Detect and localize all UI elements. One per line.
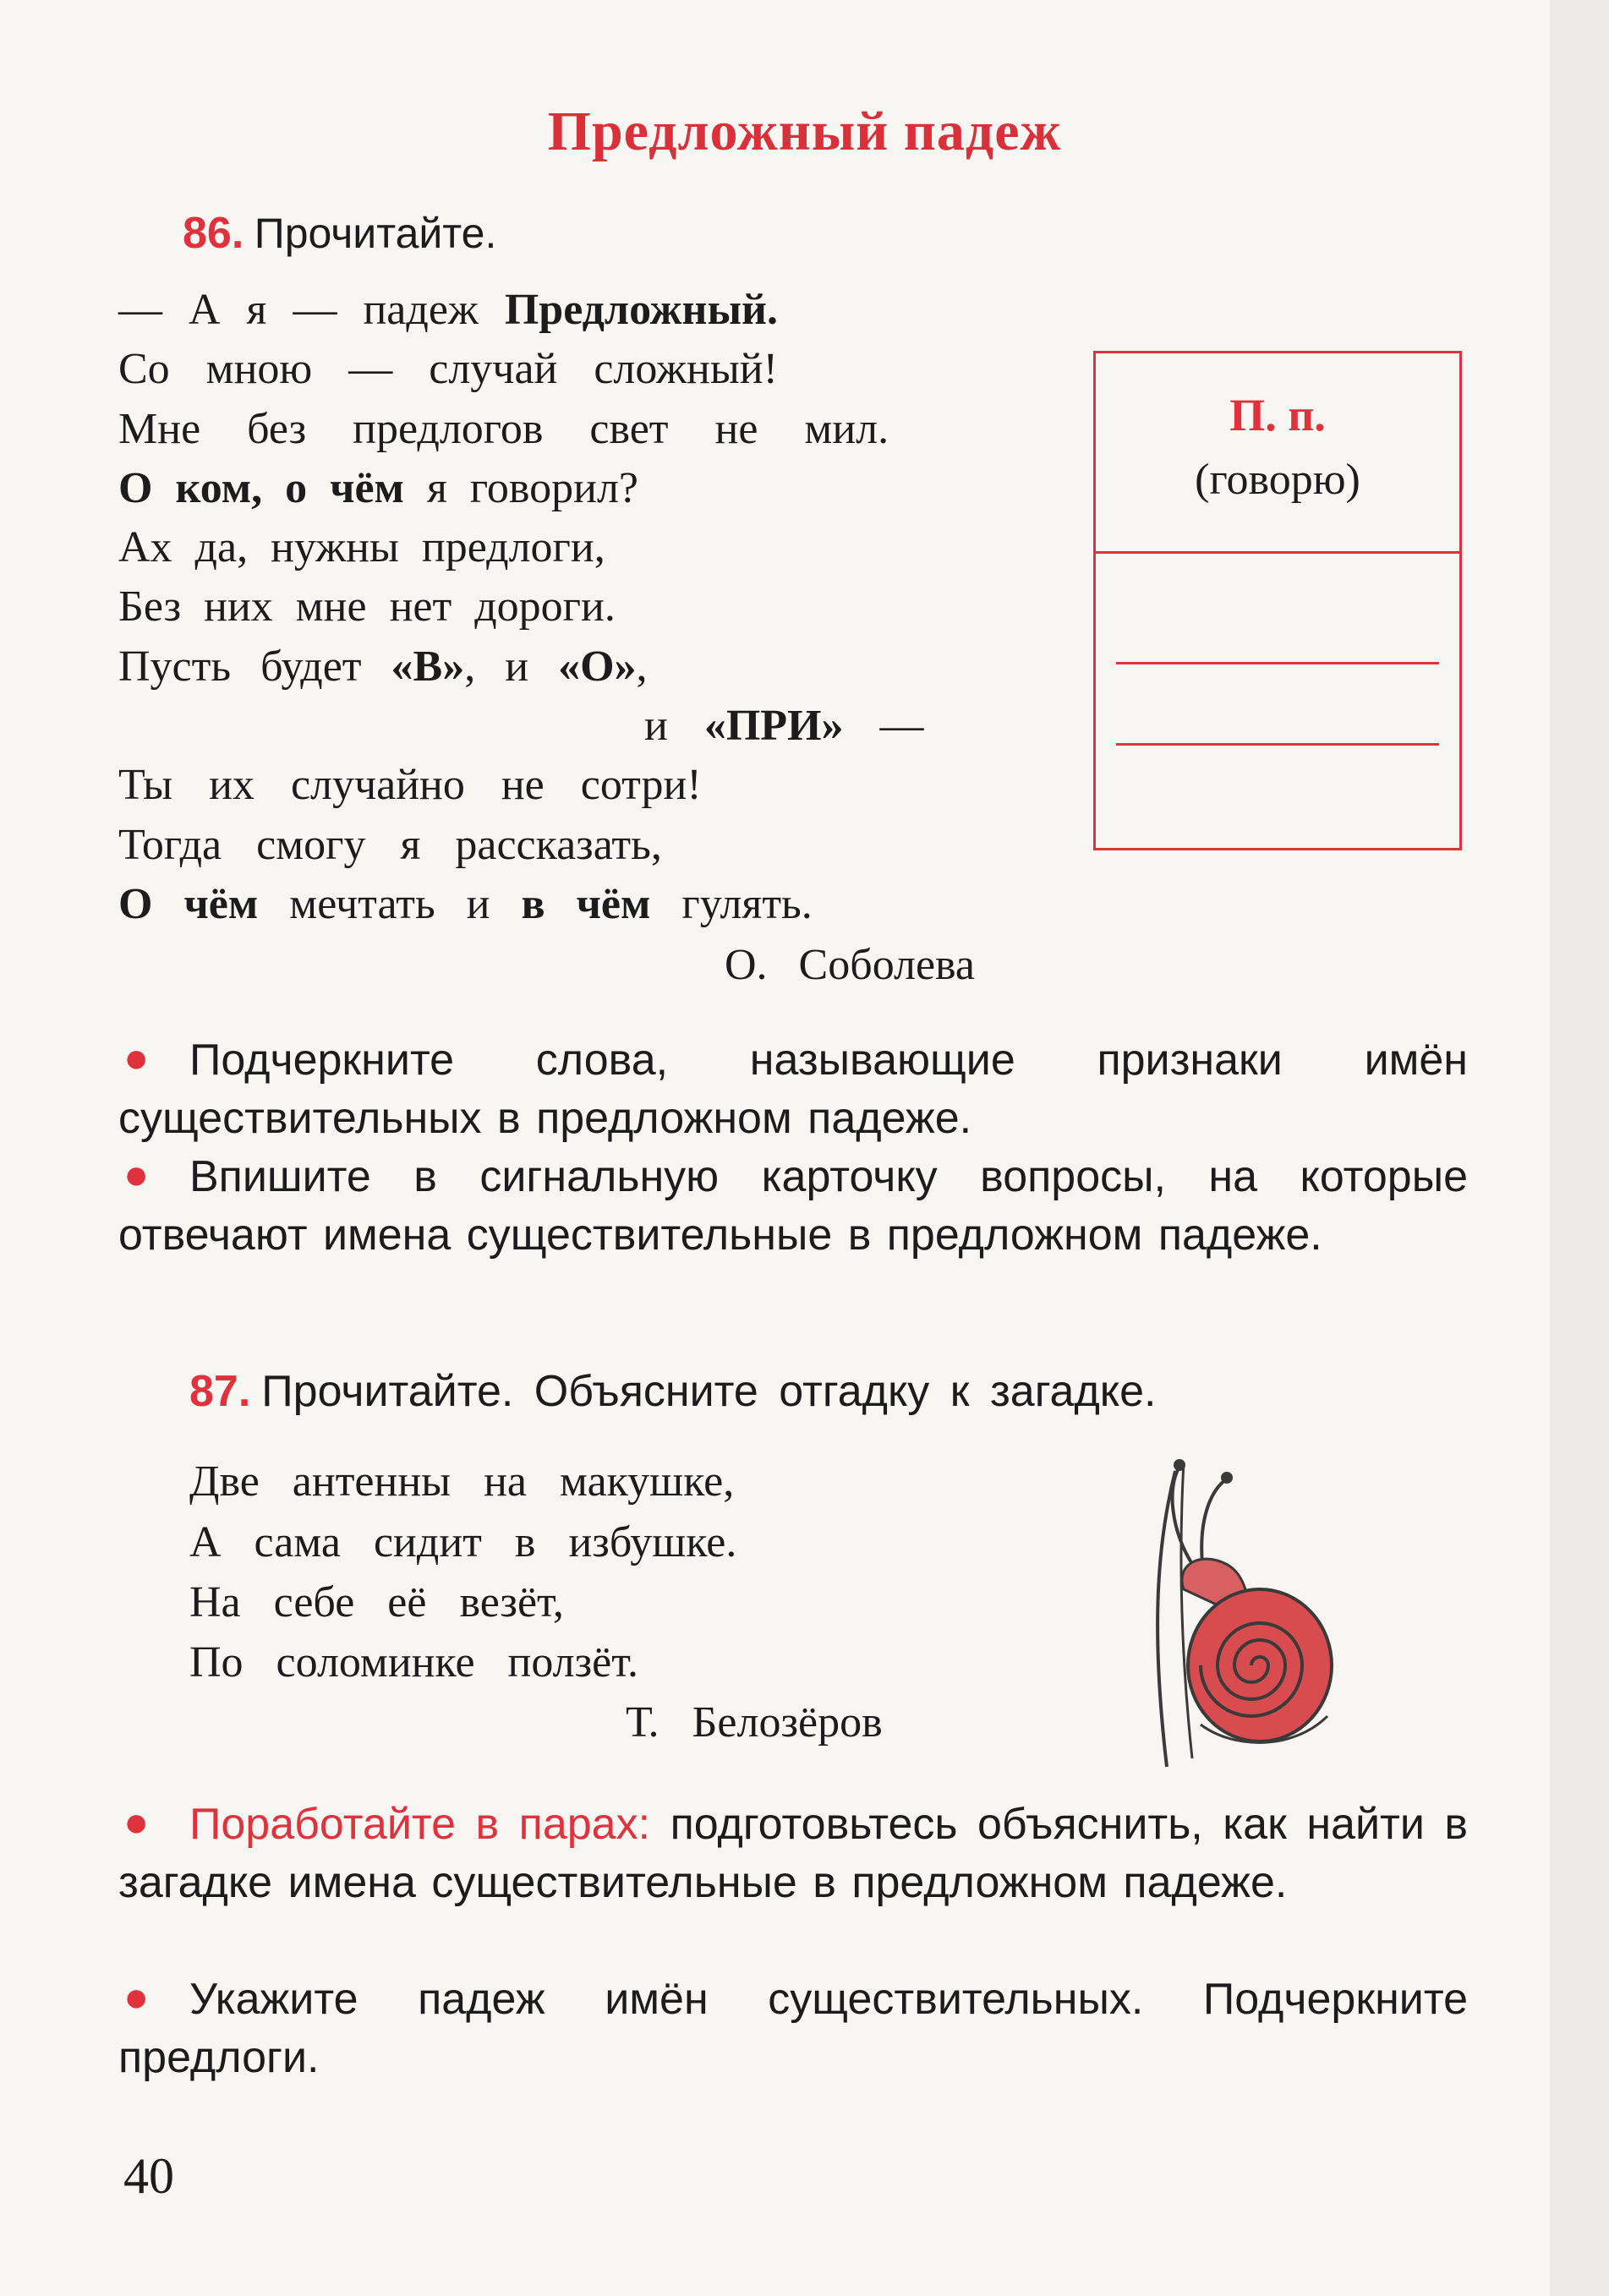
signal-card-head: П. п. (1229, 390, 1326, 440)
poem86-line-11: О чём мечтать и в чём гулять. (118, 880, 813, 928)
poem87-line-2: А сама сидит в избушке. (189, 1518, 737, 1566)
poem86-line-4: О ком, о чём я говорил? (118, 464, 638, 512)
signal-card (1093, 351, 1462, 850)
poem87-line-3: На себе её везёт, (189, 1578, 564, 1626)
poem86-line-2: Со мною — случай сложный! (118, 345, 778, 393)
poem87-line-1: Две антенны на макушке, (189, 1457, 735, 1506)
poem86-line-5: Ах да, нужны предлоги, (118, 523, 605, 571)
bullet-icon: ● (123, 1151, 150, 1198)
exercise-86-heading (183, 208, 496, 259)
poem86-line-10: Тогда смогу я рассказать, (118, 821, 662, 869)
poem86-line-6: Без них мне нет дороги. (118, 582, 616, 631)
task-87-2: Укажите падеж имён существительных. Подчеркните предлоги. (118, 1975, 1468, 2082)
poem86-line-9: Ты их случайно не сотри! (118, 761, 702, 809)
exercise-87-number: 87. (189, 1367, 251, 1416)
poem87-author: Т. Белозёров (626, 1698, 883, 1747)
bullet-icon: ● (123, 1973, 150, 2020)
task-87-1: Поработайте в парах: подготовьтесь объяснить, как найти в загадке имена существительные в предложном падеже. (118, 1800, 1469, 1907)
exercise-87-instruction: Прочитайте. Объясните отгадку к загадке. (261, 1367, 1157, 1416)
page-edge (1550, 0, 1609, 2296)
signal-card-question: (говорю) (1195, 456, 1360, 504)
task-86-2: Впишите в сигнальную карточку вопросы, на которые отвечают имена существительные в предложном падеже. (118, 1152, 1468, 1260)
page-title: Предложный падеж (547, 101, 1062, 162)
signal-card-divider (1096, 551, 1459, 554)
snail-illustration (1099, 1437, 1353, 1775)
exercise-87-heading (189, 1366, 1157, 1417)
bullet-icon: ● (123, 1798, 150, 1845)
poem86-line-8: и «ПРИ» — (644, 702, 924, 750)
signal-card-answer-line[interactable] (1116, 743, 1439, 746)
poem87-line-4: По соломинке ползёт. (189, 1638, 639, 1686)
signal-card-answer-line[interactable] (1116, 662, 1439, 664)
poem86-line-3: Мне без предлогов свет не мил. (118, 405, 889, 453)
task-86-1: Подчеркните слова, называющие признаки имён существительных в предложном падеже. (118, 1036, 1468, 1143)
poem86-line-1: — А я — падеж Предложный. (118, 286, 779, 334)
exercise-86-instruction: Прочитайте. (254, 210, 497, 257)
pair-work-label: Поработайте в парах: (189, 1800, 651, 1849)
poem86-line-7: Пусть будет «В», и «О», (118, 642, 648, 691)
page-number: 40 (123, 2148, 174, 2204)
exercise-86-number: 86. (183, 209, 244, 258)
bullet-icon: ● (123, 1034, 150, 1081)
poem86-author: О. Соболева (725, 941, 975, 989)
